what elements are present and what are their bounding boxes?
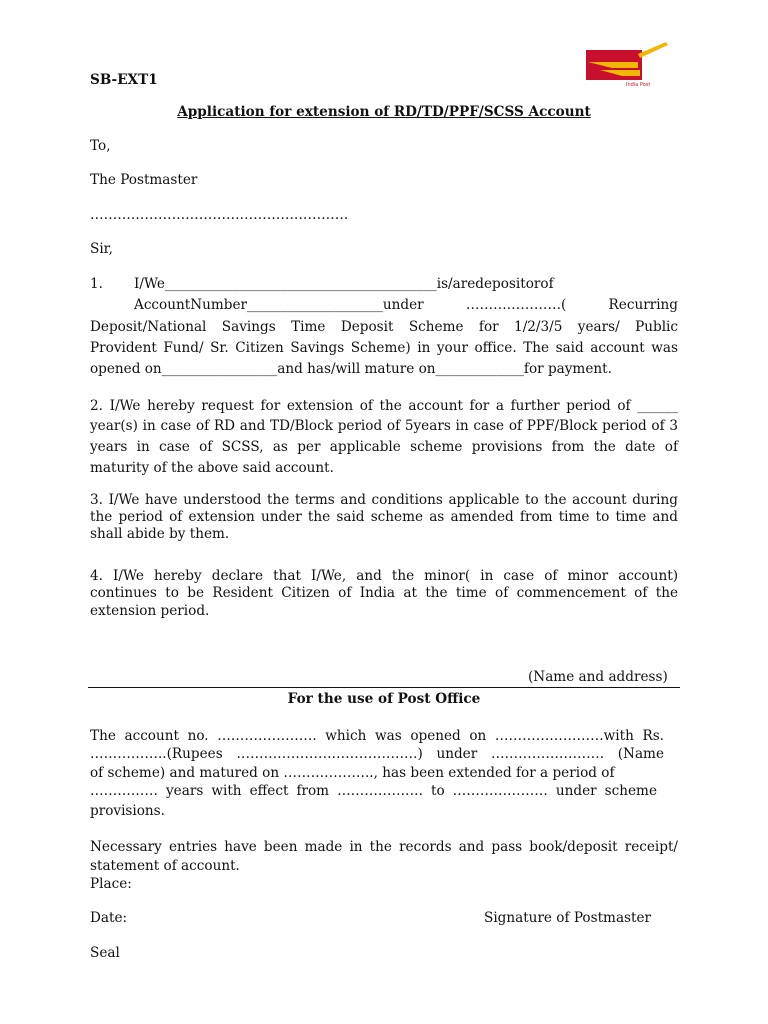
sir-label: Sir, xyxy=(90,241,113,257)
para3-line1: 3. I/We have understood the terms and conditions applicable to the account during xyxy=(90,492,678,508)
entries-line1: Necessary entries have been made in the records and pass book/deposit receipt/ xyxy=(90,839,678,855)
office-line4: …………… years with effect from ………………. to ………………… under scheme xyxy=(90,783,657,799)
page-title: Application for extension of RD/TD/PPF/SCSS Account xyxy=(177,104,591,120)
office-line5: provisions. xyxy=(90,803,165,819)
to-label: To, xyxy=(90,138,111,154)
para3-line3: shall abide by them. xyxy=(90,526,230,542)
para4-line1: 4. I/We hereby declare that I/We, and the minor( in case of minor account) xyxy=(90,568,678,584)
seal-label: Seal xyxy=(90,945,120,961)
para2-line3: years in case of SCSS, as per applicable scheme provisions from the date of xyxy=(90,439,678,455)
logo-text-bottom: India Post xyxy=(626,82,651,88)
addressee: The Postmaster xyxy=(90,172,198,188)
office-line1: The account no. …………………. which was opened on ……………………with Rs. xyxy=(90,728,664,744)
para1-number: 1. xyxy=(90,276,103,292)
place-label: Place: xyxy=(90,876,132,892)
para1-line1: I/We________________________________________is/aredepositorof xyxy=(134,276,554,292)
signature-label: Signature of Postmaster xyxy=(484,910,652,926)
para1-line2: AccountNumber____________________under …………………( Recurring xyxy=(134,297,678,313)
para2-line1: 2. I/We hereby request for extension of the account for a further period of ______ xyxy=(90,398,678,414)
para1-line4: Provident Fund/ Sr. Citizen Savings Scheme) in your office. The said account was xyxy=(90,340,678,356)
para3-line2: the period of extension under the said scheme as amended from time to time and xyxy=(90,509,678,525)
logo-text-top: भारतीय डाक xyxy=(606,42,639,50)
entries-line2: statement of account. xyxy=(90,858,240,874)
date-label: Date: xyxy=(90,910,128,926)
para2-line2: year(s) in case of RD and TD/Block period of 5years in case of PPF/Block period of 3 xyxy=(90,418,678,434)
para4-line3: extension period. xyxy=(90,603,210,619)
office-line2: ……………..(Rupees ………………………………….) under ……………………. (Name xyxy=(90,746,664,762)
office-line3: of scheme) and matured on ……………….., has been extended for a period of xyxy=(90,765,615,781)
divider-line xyxy=(88,687,680,688)
address-dots: ………………………………………………… xyxy=(90,207,349,223)
para2-line4: maturity of the above said account. xyxy=(90,460,334,476)
para1-line3: Deposit/National Savings Time Deposit Scheme for 1/2/3/5 years/ Public xyxy=(90,319,678,335)
form-code: SB-EXT1 xyxy=(90,72,158,88)
office-heading: For the use of Post Office xyxy=(287,691,481,707)
name-address-label: (Name and address) xyxy=(528,669,668,685)
para1-line5: opened on_________________and has/will mature on_____________for payment. xyxy=(90,361,612,377)
para4-line2: continues to be Resident Citizen of India at the time of commencement of the xyxy=(90,585,678,601)
